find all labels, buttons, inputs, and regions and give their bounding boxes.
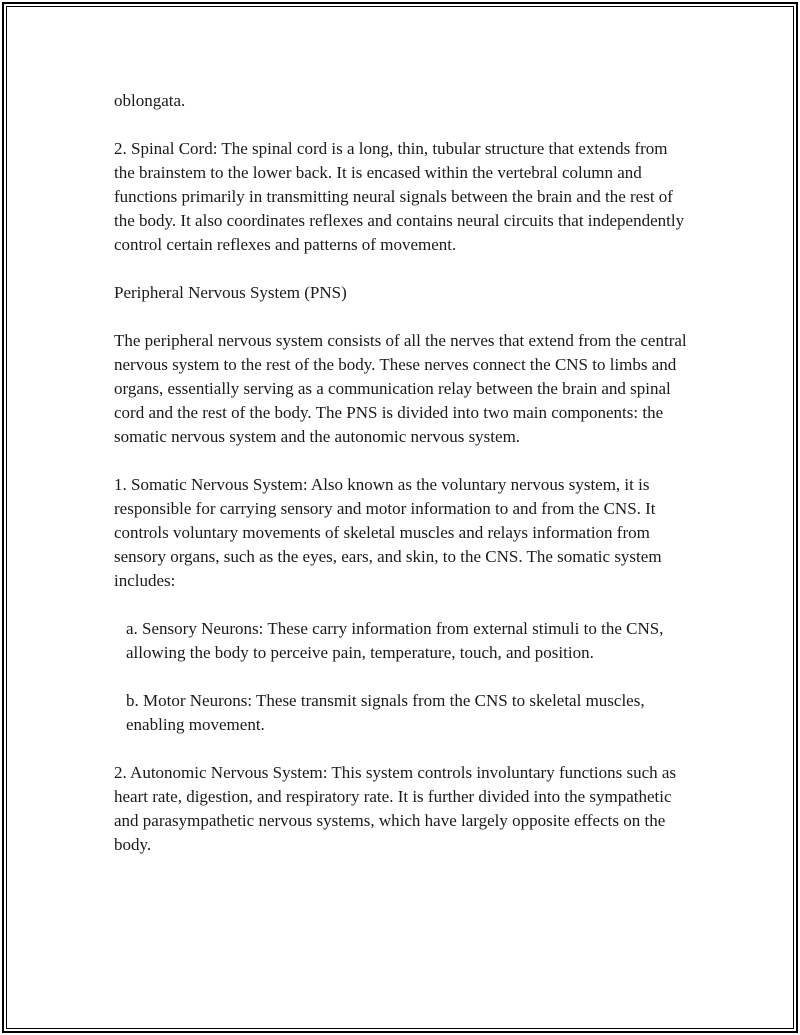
motor-neurons-paragraph: b. Motor Neurons: These transmit signals from the CNS to skeletal muscles, enabling movement. — [126, 691, 645, 734]
somatic-paragraph: 1. Somatic Nervous System: Also known as the voluntary nervous system, it is responsible for carrying sensory and motor information to and from the CNS. It controls voluntary movements of skeletal muscles and relays information from sensory organs, such as the eyes, ears, and skin, to the CNS. The somatic system includes: — [114, 475, 662, 590]
sensory-neurons-paragraph: a. Sensory Neurons: These carry information from external stimuli to the CNS, allowing the body to perceive pain, temperature, touch, and position. — [126, 619, 664, 662]
pns-intro-paragraph: The peripheral nervous system consists of all the nerves that extend from the central nervous system to the rest of the body. These nerves connect the CNS to limbs and organs, essentially serving as a communication relay between the brain and spinal cord and the rest of the body. The PNS is divided into two main components: the somatic nervous system and the autonomic nervous system. — [114, 331, 687, 446]
document-body — [114, 89, 689, 881]
autonomic-paragraph: 2. Autonomic Nervous System: This system controls involuntary functions such as heart rate, digestion, and respiratory rate. It is further divided into the sympathetic and parasympathetic nervous systems, which have largely opposite effects on the body. — [114, 763, 677, 854]
spinal-cord-paragraph: 2. Spinal Cord: The spinal cord is a long, thin, tubular structure that extends from the brainstem to the lower back. It is encased within the vertebral column and functions primarily in transmitting neural signals between the brain and the rest of the body. It also coordinates reflexes and contains neural circuits that independently control certain reflexes and patterns of movement. — [114, 139, 685, 254]
pns-heading: Peripheral Nervous System (PNS) — [114, 283, 347, 302]
continued-text: oblongata. — [114, 91, 186, 110]
